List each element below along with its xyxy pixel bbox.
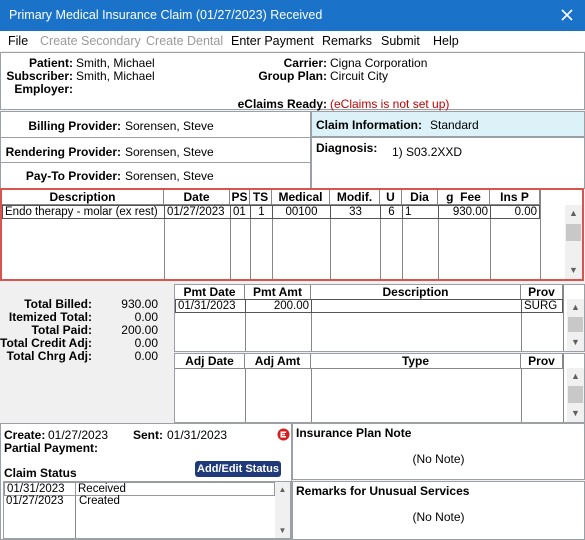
menu-file[interactable]: File [8,34,29,48]
col-dia[interactable]: Dia [402,190,438,205]
divider [438,219,439,279]
itemized-total-label: Itemized Total: [8,310,92,324]
col-modif[interactable]: Modif. [330,190,380,205]
status-text[interactable]: Received [75,482,275,496]
procedure-scrollbar[interactable] [565,205,582,279]
carrier-label: Carrier: [283,56,327,70]
scroll-down-icon[interactable]: ▼ [571,337,580,347]
insurance-plan-note-value[interactable]: (No Note) [412,452,465,466]
claim-info-label: Claim Information: [316,118,423,132]
scroll-up-icon[interactable]: ▲ [571,302,580,312]
divider [230,219,231,279]
divider [402,219,403,279]
row-date: 01/27/2023 [164,205,231,219]
carrier-value: Cigna Corporation [330,56,428,70]
table-row[interactable] [2,205,540,219]
billing-provider-value[interactable]: Sorensen, Steve [125,119,214,133]
divider [164,219,165,279]
billing-provider-label: Billing Provider: [28,119,121,133]
divider [521,368,522,422]
row-modif: 33 [330,205,381,219]
payments-grid[interactable] [174,284,585,352]
payto-provider-value[interactable]: Sorensen, Steve [125,169,214,183]
group-plan-value: Circuit City [330,69,389,83]
total-billed-label: Total Billed: [24,297,92,311]
partial-payment-label: Partial Payment: [4,441,99,455]
row-ins-p: 0.00 [490,205,540,219]
title-bar [0,0,585,31]
remarks-value[interactable]: (No Note) [412,510,465,524]
menu-remarks[interactable]: Remarks [322,34,373,48]
total-paid-label: Total Paid: [31,323,92,337]
diagnosis-panel [311,137,585,189]
row-description: Endo therapy - molar (ex rest) [2,205,165,219]
col-fee[interactable]: g Fee [438,190,490,205]
divider [75,496,76,538]
status-text[interactable]: Created [79,495,120,507]
col-ts[interactable]: TS [250,190,272,205]
rendering-provider-value[interactable]: Sorensen, Steve [125,145,214,159]
insurance-plan-note-label: Insurance Plan Note [296,426,412,440]
total-chrg-adj-label: Total Chrg Adj: [6,349,92,363]
divider [563,354,564,422]
divider [490,219,491,279]
menu-create-secondary[interactable]: Create Secondary [40,34,141,48]
subscriber-value: Smith, Michael [76,69,155,83]
status-date[interactable]: 01/27/2023 [6,495,64,507]
total-paid-value: 200.00 [121,323,158,337]
col-pmt-date[interactable]: Pmt Date [175,285,245,300]
menu-submit[interactable]: Submit [381,34,420,48]
procedure-grid[interactable] [0,188,584,281]
menu-create-dental[interactable]: Create Dental [146,34,224,48]
diagnosis-value[interactable]: 1) S03.2XXD [392,145,463,159]
total-credit-adj-label: Total Credit Adj: [0,336,92,350]
scroll-down-icon[interactable]: ▼ [278,526,287,535]
rendering-provider-label: Rendering Provider: [5,145,121,159]
col-pmt-description[interactable]: Description [311,285,521,300]
scroll-down-icon[interactable]: ▼ [569,265,578,275]
divider [330,219,331,279]
insurance-plan-note-panel [292,423,585,480]
table-row[interactable] [175,299,563,313]
status-panel [0,423,292,540]
row-u: 6 [380,205,403,219]
col-date[interactable]: Date [164,190,230,205]
divider [540,190,541,279]
claim-info-value: Standard [430,118,479,132]
claim-status-label: Claim Status [4,466,77,480]
remarks-label: Remarks for Unusual Services [296,484,470,498]
col-adj-amt[interactable]: Adj Amt [245,354,311,369]
remarks-panel [292,481,585,540]
patient-value: Smith, Michael [76,56,155,70]
group-plan-label: Group Plan: [258,69,327,83]
window-title: Primary Medical Insurance Claim (01/27/2023) Received [9,8,323,22]
patient-label: Patient: [28,56,73,70]
payto-provider-label: Pay-To Provider: [25,169,121,183]
divider [245,313,246,351]
eclaims-value: (eClaims is not set up) [330,97,450,111]
menu-help[interactable]: Help [433,34,459,48]
row-ps: 01 [230,205,251,219]
col-ps[interactable]: PS [230,190,250,205]
divider [311,313,312,351]
claim-header [0,52,585,110]
eclaim-icon[interactable] [277,428,290,441]
scroll-up-icon[interactable]: ▲ [278,485,287,494]
eclaims-label: eClaims Ready: [237,97,327,111]
divider [0,137,311,138]
col-description[interactable]: Description [2,190,164,205]
menu-bar [0,31,585,51]
row-ts: 1 [250,205,273,219]
pmt-prov: SURG [521,299,563,313]
divider [380,219,381,279]
employer-label: Employer: [14,82,73,96]
divider [563,285,564,351]
divider [0,162,311,163]
divider [250,219,251,279]
create-value: 01/27/2023 [48,428,109,442]
sent-label: Sent: [133,428,163,442]
scroll-thumb[interactable] [566,224,581,241]
providers-panel [0,111,311,189]
status-scrollbar[interactable] [275,482,290,538]
create-label: Create: [4,428,46,442]
add-edit-status-button[interactable]: Add/Edit Status [195,461,281,477]
claim-info-bar[interactable] [311,111,585,137]
scroll-down-icon[interactable]: ▼ [571,408,580,418]
pmt-date: 01/31/2023 [175,299,246,313]
col-pmt-prov[interactable]: Prov [521,285,563,300]
status-list[interactable] [3,481,291,539]
subscriber-label: Subscriber: [6,69,73,83]
totals-panel [0,284,175,424]
col-adj-date[interactable]: Adj Date [175,354,245,369]
diagnosis-label: Diagnosis: [316,141,378,155]
row-medical: 00100 [272,205,331,219]
pmt-amt: 200.00 [245,299,312,313]
scroll-thumb[interactable] [568,317,583,332]
col-adj-type[interactable]: Type [311,354,521,369]
col-u[interactable]: U [380,190,402,205]
divider [245,368,246,422]
col-adj-prov[interactable]: Prov [521,354,563,369]
col-ins-p[interactable]: Ins P [490,190,540,205]
row-fee: 930.00 [438,205,491,219]
scroll-up-icon[interactable]: ▲ [569,208,578,218]
total-billed-value: 930.00 [121,297,158,311]
divider [521,313,522,351]
close-icon[interactable] [557,5,577,25]
scroll-up-icon[interactable]: ▲ [571,371,580,381]
menu-enter-payment[interactable]: Enter Payment [231,34,314,48]
divider [311,368,312,422]
divider [272,219,273,279]
pmt-description [311,299,522,313]
itemized-total-value: 0.00 [134,310,158,324]
status-date[interactable]: 01/31/2023 [4,482,76,496]
total-chrg-adj-value: 0.00 [134,349,158,363]
col-medical[interactable]: Medical [272,190,330,205]
sent-value: 01/31/2023 [167,428,228,442]
row-dia: 1 [402,205,439,219]
scroll-thumb[interactable] [568,386,583,403]
adjustments-scrollbar[interactable] [567,368,584,422]
total-credit-adj-value: 0.00 [134,336,158,350]
adjustments-grid[interactable] [174,353,585,423]
col-pmt-amt[interactable]: Pmt Amt [245,285,311,300]
payments-scrollbar[interactable] [567,299,584,351]
